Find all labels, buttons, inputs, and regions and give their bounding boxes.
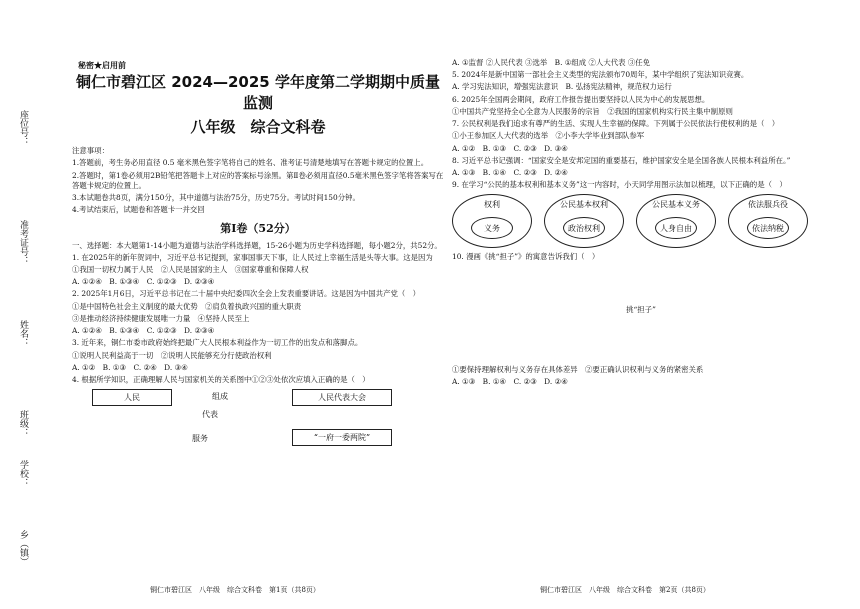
oval-option: 权利 义务 bbox=[452, 194, 532, 248]
question-line: ①是中国特色社会主义制度的最大优势 ②肩负着执政兴国的重大职责 bbox=[72, 301, 302, 311]
question-line: 9. 在学习“公民的基本权利和基本义务”这一内容时，小天同学用图示法加以梳理，以下正确的是（ ） bbox=[452, 180, 787, 190]
question-line: ①小王参加区人大代表的选举 ②小李大学毕业到部队参军 bbox=[452, 131, 645, 141]
exam-subtitle: 八年级 综合文科卷 bbox=[190, 118, 326, 137]
question-line: 3. 近年来，铜仁市委市政府始终把最广大人民根本利益作为一切工作的出发点和落脚点。 bbox=[72, 338, 363, 348]
question-line: 8. 习近平总书记强调：“国家安全是安邦定国的重要基石，维护国家安全是全国各族人民根本利益所在。” bbox=[452, 155, 791, 165]
question-line: ③是推动经济持续健康发展唯一力量 ④坚持人民至上 bbox=[72, 313, 250, 323]
question-line: 6. 2025年全国两会期间，政府工作报告提出要坚持以人民为中心的发展思想。 bbox=[452, 94, 710, 104]
oval-option: 公民基本权利 政治权利 bbox=[544, 194, 624, 248]
question-line: A. 学习宪法知识，增强宪法意识 B. 弘扬宪法精神，规范权力运行 bbox=[452, 82, 672, 92]
q9-oval-options bbox=[452, 194, 830, 248]
question-line: 一、选择题：本大题第1-14小题为道德与法治学科选择题，15-26小题为历史学科选择题，每小题2分，共52分。 bbox=[72, 240, 442, 250]
question-line: A. ①③ B. ①④ C. ②③ D. ②④ bbox=[452, 167, 568, 177]
oval-option: 公民基本义务 人身自由 bbox=[636, 194, 716, 248]
question-line: A. ①② B. ①③ C. ②③ D. ③④ bbox=[452, 143, 568, 153]
question-line: A. ①② B. ①③ C. ②④ D. ③④ bbox=[72, 362, 188, 372]
binding-line: 座位号： 准考证号： 姓名： 班级： 学校： 乡（镇） bbox=[18, 110, 28, 566]
question-line: ①说明人民利益高于一切 ②说明人民能够充分行使政治权利 bbox=[72, 350, 272, 360]
right-questions bbox=[452, 58, 830, 190]
notes-block bbox=[72, 146, 444, 215]
question-line: A. ①监督 ②人民代表 ③选举 B. ①组成 ②人大代表 ③任免 bbox=[452, 58, 651, 67]
notes-line: 注意事项： bbox=[72, 146, 109, 156]
exam-title: 铜仁市碧江区 2024—2025 学年度第二学期期中质量监测 bbox=[76, 73, 440, 112]
section-title: 第Ⅰ卷（52分） bbox=[220, 222, 296, 236]
question-line: 4. 根据所学知识，正确理解人民与国家机关的关系图中①②③处依次应填入正确的是（ ） bbox=[72, 374, 370, 384]
page-left bbox=[72, 58, 444, 453]
question-line: ①我国一切权力属于人民 ②人民是国家的主人 ③国家尊重和保障人权 bbox=[72, 264, 309, 274]
notes-line: 2.答题时，第1卷必须用2B铅笔把答题卡上对应的答案标号涂黑。第Ⅱ卷必须用直径0.5毫米黑色签字笔将答案写在答题卡规定的位置上。 bbox=[72, 170, 444, 190]
question-line: ①要保持理解权利与义务存在具体差异 ②要正确认识权利与义务的紧密关系 bbox=[452, 364, 704, 374]
left-questions bbox=[72, 241, 444, 386]
page-right: A. ①监督 ②人民代表 ③选举 B. ①组成 ②人大代表 ③任免 5. 2024年是新中国第一部社会主义类型的宪法颁布70周年，某中学组织了宪法知识竞赛。 A. 学习宪法知识，增强宪法意识 B. 弘扬宪法精神，规范权力运行 6. 2025年全国两会期间，政府工作报告提出要坚持以人民为中心的发展思想。 ①中国共产党坚持全心全意为人民服务的宗旨 ②我国的国家机构实行民主集中制原则 7. 公民权利是我们追求有尊严的生活、实现人生幸福的保障。下列属于公民依法行使权利的是（ ） ①小王参加区人大代表的选举 ②小李大学毕业到部队参军 A. ①② B. ①③ C. ②③ D. ③④ 8. 习近平总书记强调：“国家安全是安邦定国的重要基石，维护国家安全是全国各族人民根本利益所在。” A. ①③ B. ①④ C. ②③ D. ②④ 9. 在学习“公民的基本权利和基本义务”这一内容时，小天同学用图示法加以梳理，以下正确的是（ ） 权利 义务 公民基本权利 政治权利 公民基本义务 人身自由 依法服兵役 依法纳税 10. 漫画《挑“担子”》的寓意告诉我们（ ） 挑“担子” ①要保持理解权利与义务存在具体差异 ②要正确认识权利与义务的紧密关系 A. ①③ B. ①④ C. ②③ D. ②④ bbox=[452, 58, 830, 389]
notes-line: 3.本试题卷共8页，满分150分，其中道德与法治75分，历史75分。考试时间150分钟。 bbox=[72, 192, 360, 202]
question-line: 7. 公民权利是我们追求有尊严的生活、实现人生幸福的保障。下列属于公民依法行使权利的是（ ） bbox=[452, 119, 780, 129]
question-line: A. ①③ B. ①④ C. ②③ D. ②④ bbox=[452, 376, 568, 386]
q4-diagram: 人民 人民代表大会 “一府一委两院” 组成 代表 服务 bbox=[72, 389, 444, 449]
question-line: A. ①②④ B. ①③④ C. ①②③ D. ②③④ bbox=[72, 326, 215, 336]
oval-option: 依法服兵役 依法纳税 bbox=[728, 194, 808, 248]
question-line: 5. 2024年是新中国第一部社会主义类型的宪法颁布70周年，某中学组织了宪法知识竞赛。 bbox=[452, 70, 749, 80]
question-line: ①中国共产党坚持全心全意为人民服务的宗旨 ②我国的国家机构实行民主集中制原则 bbox=[452, 106, 733, 116]
question-line: 1. 在2025年的新年贺词中，习近平总书记提到，家事国事天下事，让人民过上幸福生活是头等大事。这是因为 bbox=[72, 252, 433, 262]
notes-line: 1.答题前，考生务必用直径 0.5 毫米黑色签字笔将自己的姓名、准考证号清楚地填写在答题卡规定的位置上。 bbox=[72, 158, 429, 168]
question-line: 2. 2025年1月6日，习近平总书记在二十届中央纪委四次全会上发表重要讲话。这是因为中国共产党（ ） bbox=[72, 289, 421, 299]
notes-line: 4.考试结束后，试题卷和答题卡一并交回 bbox=[72, 205, 205, 215]
secret-mark: 秘密★启用前 bbox=[78, 60, 126, 70]
question-line: A. ①②④ B. ①③④ C. ①②③ D. ②③④ bbox=[72, 277, 215, 287]
exam-sheet: 座位号： 准考证号： 姓名： 班级： 学校： 乡（镇） 秘密★启用前 铜仁市碧江区 2024—2025 学年度第二学期期中质量监测 八年级 综合文科卷 注意事项： 1.答题前，考生务必用直径 0.5 毫米黑色签字笔将自己的姓名、准考证号清楚地填写在答题卡规定的位置上。 2.答题时，第1卷必须用2B铅笔把答题卡上对应的答案标号涂黑。第Ⅱ卷必须用直径0.5毫米黑色签字笔将答案写在答题卡规定的位置上。 3.本试题卷共8页，满分150分，其中道德与法治75分，历史75分。考试时间150分钟。 4.考试结束后，试题卷和答题卡一并交回 第Ⅰ卷（52分） 一、选择题：本大题第1-14小题为道德与法治学科选择题，15-26小题为历史学科选择题，每小题2分，共52分。 1. 在2025年的新年贺词中，习近平总书记提到，家事国事天下事，让人民过上幸福生活是头等大事。这是因为 ①我国一切权力属于人民 ②人民是国家的主人 ③国家尊重和保障人权 A. ①②④ B. ①③④ C. ①②③ D. ②③④ 2. 2025年1月6日，习近平总书记在二十届中央纪委四次全会上发表重要讲话。这是因为中国共产党（ ） ①是中国特色社会主义制度的最大优势 ②肩负着执政兴国的重大职责 ③是推动经济持续健康发展唯一力量 ④坚持人民至上 A. ①②④ B. ①③④ C. ①②③ D. ②③④ 3. 近年来，铜仁市委市政府始终把最广大人民根本利益作为一切工作的出发点和落脚点。 ①说明人民利益高于一切 ②说明人民能够充分行使政治权利 A. ①② B. ①③ C. ②④ D. ③④ 4. 根据所学知识，正确理解人民与国家机关的关系图中①②③处依次应填入正确的是（ ） 人民 人民代表大会 “一府一委两院” 组成 代表 服务 A. ①监督 ②人民代表 ③选举 B. ①组成 ②人大代表 ③任免 5. 2024年是新中国第一部社会主义类型的宪法颁布70周年，某中学组织了宪法知识竞赛。 A. 学习宪法知识，增强宪法意识 B. 弘扬宪法精神，规范权力运行 6. 2025年全国两会期间，政府工作报告提出要坚持以人民为中心的发展思想。 ①中国共产党坚持全心全意为人民服务的宗旨 ②我国的国家机构实行民主集中制原则 7. 公民权利是我们追求有尊严的生活、实现人生幸福的保障。下列属于公民依法行使权利的是（ ） ①小王参加区人大代表的选举 ②小李大学毕业到部队参军 A. ①② B. ①③ C. ②③ D. ③④ 8. 习近平总书记强调：“国家安全是安邦定国的重要基石，维护国家安全是全国各族人民根本利益所在。” A. ①③ B. ①④ C. ②③ D. ②④ 9. 在学习“公民的基本权利和基本义务”这一内容时，小天同学用图示法加以梳理，以下正确的是（ ） 权利 义务 公民基本权利 政治权利 公民基本义务 人身自由 依法服兵役 依法纳税 10. 漫画《挑“担子”》的寓意告诉我们（ ） 挑“担子” ①要保持理解权利与义务存在具体差异 ②要正确认识权利与义务的紧密关系 A. ①③ B. ①④ C. ②③ D. ②④ 铜仁市碧江区 八年级 综合文科卷 第1页（共8页） 铜仁市碧江区 八年级 综合文科卷 第2页（共8页） bbox=[0, 0, 860, 609]
